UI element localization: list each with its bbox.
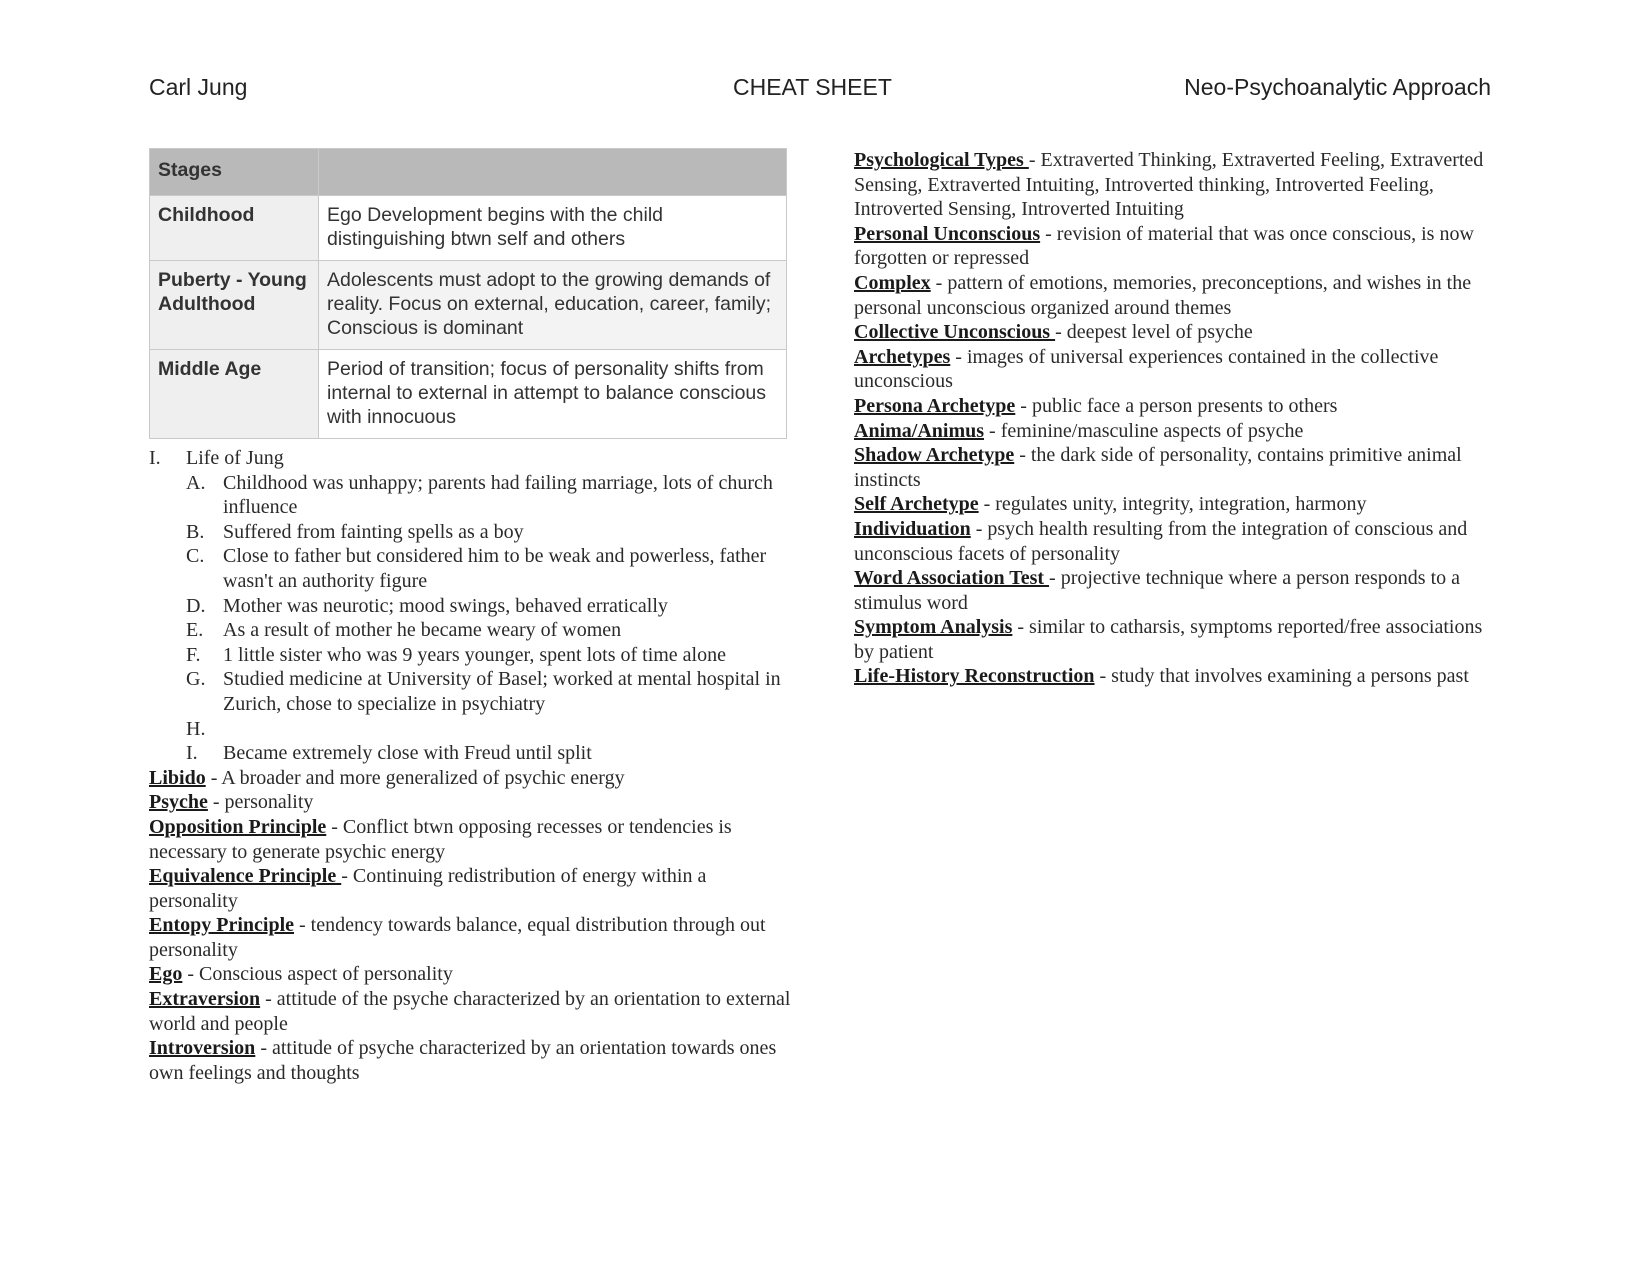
glossary-term: Shadow Archetype <box>854 444 1015 467</box>
glossary-entry <box>854 517 1484 566</box>
glossary-entry <box>854 345 1484 394</box>
outline-heading <box>149 446 797 471</box>
glossary-entry <box>149 766 797 791</box>
stages-header-cell: Stages <box>150 149 319 196</box>
outline-item-number: B. <box>186 520 205 543</box>
stage-description: Adolescents must adopt to the growing demands of reality. Focus on external, education, career, family; Conscious is dominant <box>319 261 787 350</box>
glossary-definition: - pattern of emotions, memories, preconceptions, and wishes in the personal unconscious organized around themes <box>854 271 1472 319</box>
glossary-definition: - similar to catharsis, symptoms reported/free associations by patient <box>854 616 1483 663</box>
outline-item-number: G. <box>186 668 206 691</box>
stages-table <box>149 148 787 439</box>
glossary-entry <box>854 222 1484 271</box>
glossary-term: Self Archetype <box>854 493 979 516</box>
glossary-definition: - deepest level of psyche <box>1055 321 1253 344</box>
glossary-entry <box>854 271 1484 320</box>
stage-description: Ego Development begins with the child distinguishing btwn self and others <box>319 196 787 261</box>
outline-number: I. <box>149 447 161 469</box>
outline-item <box>186 544 797 593</box>
glossary-entry <box>149 815 797 864</box>
outline-item-text: As a result of mother he became weary of women <box>223 619 622 642</box>
glossary-entry <box>149 962 797 987</box>
glossary-definition: - study that involves examining a persons past <box>1094 665 1469 688</box>
glossary-definition: - feminine/masculine aspects of psyche <box>984 419 1304 442</box>
glossary-definition: - the dark side of personality, contains primitive animal instincts <box>854 444 1462 491</box>
glossary-term: Life-History Reconstruction <box>854 665 1095 688</box>
outline-item-number: D. <box>186 594 206 617</box>
glossary-definition: - attitude of the psyche characterized by an orientation to external world and people <box>149 988 791 1035</box>
glossary-term: Persona Archetype <box>854 394 1016 417</box>
glossary-term: Personal Unconscious <box>854 222 1041 245</box>
glossary-term: Extraversion <box>149 988 261 1011</box>
glossary-term: Archetypes <box>854 345 951 368</box>
left-terms-list <box>149 766 797 1086</box>
glossary-term: Entopy Principle <box>149 914 295 937</box>
glossary-definition: - public face a person presents to others <box>1015 394 1338 417</box>
glossary-term: Psyche <box>149 791 208 814</box>
glossary-entry <box>854 394 1484 419</box>
stage-name: Middle Age <box>150 350 319 439</box>
outline-item-text <box>223 717 797 742</box>
outline-item-text: Close to father but considered him to be weak and powerless, father wasn't an authority figure <box>223 545 767 592</box>
stage-description: Period of transition; focus of personality shifts from internal to external in attempt to balance conscious with innocuous <box>319 350 787 439</box>
glossary-term: Collective Unconscious <box>854 321 1056 344</box>
header-left-title: Carl Jung <box>149 74 248 100</box>
glossary-definition: - Conscious aspect of personality <box>182 963 453 986</box>
glossary-definition: - images of universal experiences contained in the collective unconscious <box>854 345 1439 393</box>
stages-header-empty-cell <box>319 149 787 196</box>
outline-item <box>186 618 797 643</box>
outline-item-number: E. <box>186 619 204 642</box>
outline-item-text: 1 little sister who was 9 years younger, spent lots of time alone <box>223 643 726 666</box>
glossary-definition: - personality <box>207 791 314 814</box>
glossary-term: Complex <box>854 271 931 294</box>
glossary-term: Individuation <box>854 517 971 540</box>
glossary-term: Symptom Analysis <box>854 616 1013 639</box>
glossary-definition: - Conflict btwn opposing recesses or tendencies is necessary to generate psychic energy <box>149 815 732 863</box>
outline-item-number: F. <box>186 643 201 666</box>
glossary-definition: - A broader and more generalized of psychic energy <box>205 766 625 789</box>
outline-item-text: Mother was neurotic; mood swings, behaved erratically <box>223 594 668 617</box>
glossary-definition: - Extraverted Thinking, Extraverted Feeling, Extraverted Sensing, Extraverted Intuiting, Introverted thinking, Introverted Feeling, Introverted Sensing, Introverted Intuiting <box>854 149 1484 221</box>
glossary-definition: - projective technique where a person responds to a stimulus word <box>854 567 1461 614</box>
glossary-term: Opposition Principle <box>149 815 327 838</box>
outline-item-number: A. <box>186 471 206 494</box>
outline-item <box>186 520 797 545</box>
glossary-entry <box>149 864 797 913</box>
stage-name: Puberty - Young Adulthood <box>150 261 319 350</box>
stages-row <box>150 196 787 261</box>
glossary-entry <box>149 790 797 815</box>
outline-item-number: C. <box>186 545 205 568</box>
outline-item <box>186 717 797 742</box>
glossary-entry <box>854 566 1484 615</box>
glossary-definition: - psych health resulting from the integration of conscious and unconscious facets of personality <box>854 517 1468 565</box>
outline-item-number: I. <box>186 742 198 765</box>
glossary-entry <box>854 320 1484 345</box>
glossary-term: Ego <box>149 963 183 986</box>
glossary-definition: - Continuing redistribution of energy within a personality <box>149 865 707 912</box>
stages-table-header-row <box>150 149 787 196</box>
glossary-definition: - tendency towards balance, equal distribution through out personality <box>149 914 766 961</box>
glossary-entry <box>854 664 1484 689</box>
outline-item <box>186 643 797 668</box>
outline-list <box>149 471 797 766</box>
stages-row <box>150 350 787 439</box>
outline-item <box>186 741 797 766</box>
glossary-term: Word Association Test <box>854 567 1050 590</box>
outline-item-text: Became extremely close with Freud until split <box>223 742 592 765</box>
glossary-entry <box>854 615 1484 664</box>
glossary-entry <box>149 987 797 1036</box>
outline-item-text: Suffered from fainting spells as a boy <box>223 520 524 543</box>
outline-item-text: Studied medicine at University of Basel; worked at mental hospital in Zurich, chose to specialize in psychiatry <box>223 668 781 715</box>
outline-item <box>186 471 797 520</box>
header-right-title: Neo-Psychoanalytic Approach <box>1184 74 1491 100</box>
stage-name: Childhood <box>150 196 319 261</box>
right-column <box>854 148 1484 689</box>
glossary-definition: - revision of material that was once conscious, is now forgotten or repressed <box>854 222 1474 270</box>
glossary-definition: - attitude of psyche characterized by an orientation towards ones own feelings and thoughts <box>149 1037 777 1084</box>
right-terms-list <box>854 148 1484 689</box>
glossary-entry <box>854 419 1484 444</box>
glossary-entry <box>149 913 797 962</box>
glossary-term: Psychological Types <box>854 149 1029 171</box>
outline-item-number: H. <box>186 717 206 740</box>
glossary-entry <box>854 148 1484 222</box>
header-center-title: CHEAT SHEET <box>733 74 892 100</box>
glossary-term: Equivalence Principle <box>149 865 342 888</box>
stages-row <box>150 261 787 350</box>
glossary-definition: - regulates unity, integrity, integration, harmony <box>978 493 1367 516</box>
left-column <box>149 446 797 1085</box>
glossary-entry <box>854 443 1484 492</box>
glossary-term: Anima/Animus <box>854 419 985 442</box>
glossary-term: Libido <box>149 766 206 789</box>
glossary-entry <box>149 1036 797 1085</box>
outline-item <box>186 667 797 716</box>
glossary-term: Introversion <box>149 1037 256 1060</box>
outline-item-text: Childhood was unhappy; parents had failing marriage, lots of church influence <box>223 471 773 519</box>
outline-title: Life of Jung <box>186 447 284 469</box>
outline-item <box>186 594 797 619</box>
glossary-entry <box>854 492 1484 517</box>
